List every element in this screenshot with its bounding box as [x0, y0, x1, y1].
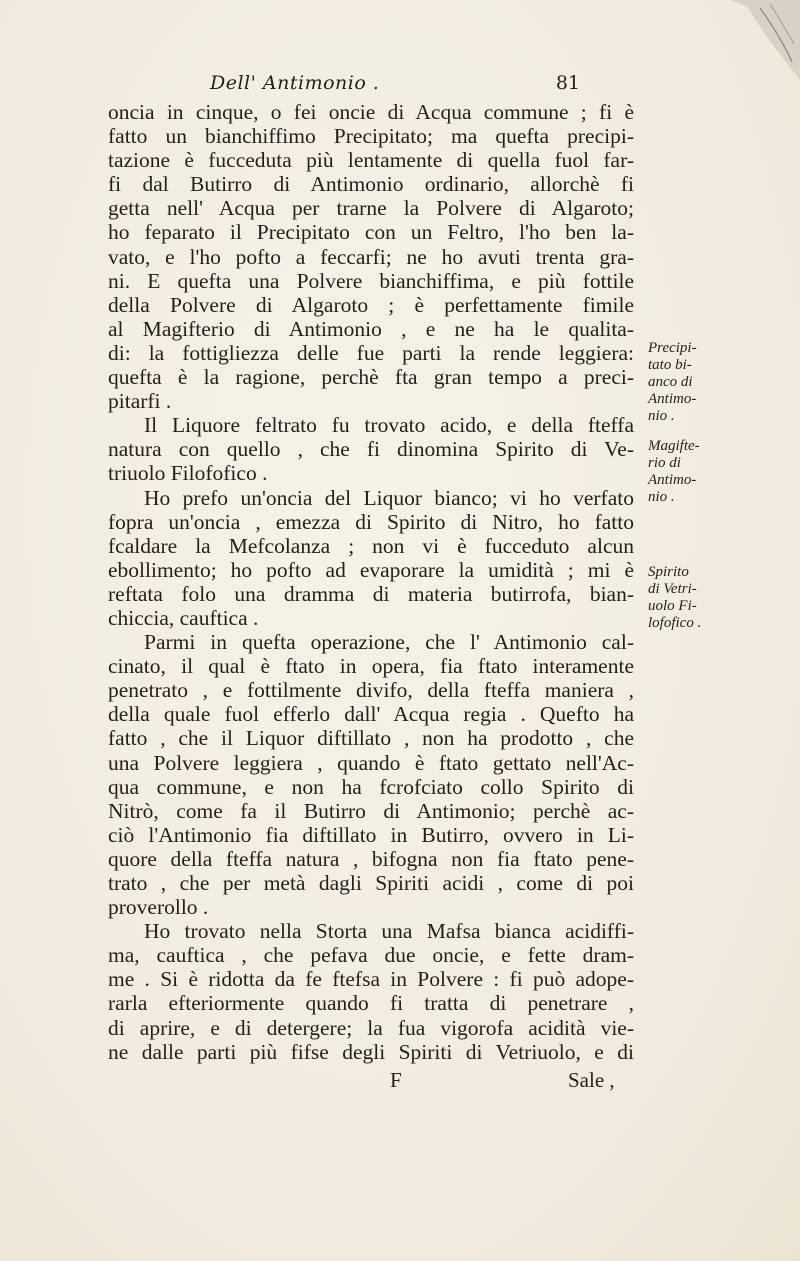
text-line: al Magifterio di Antimonio , e ne ha le qualita- — [108, 316, 634, 341]
text-line: di: la fottigliezza delle fue parti la rende leggiera: — [108, 340, 634, 365]
text-line: della quale fuol efferlo dall' Acqua regia . Quefto ha — [108, 702, 634, 727]
margin-note-line: Precipi- — [648, 340, 697, 356]
text-line: ne dalle parti più fifse degli Spiriti di Vetriuolo, e di — [108, 1039, 634, 1064]
text-line: natura con quello , che fi dinomina Spirito di Ve- — [108, 437, 634, 462]
main-text-block — [108, 100, 634, 1064]
text-line: rarla efteriormente quando fi tratta di penetrare , — [108, 991, 634, 1016]
text-line: pitarfi . — [108, 389, 172, 414]
text-line: cinato, il qual è ftato in opera, fia ftato interamente — [108, 654, 634, 679]
text-line: ho feparato il Precipitato con un Feltro, l'ho ben la- — [108, 220, 634, 245]
text-line: Ho trovato nella Storta una Mafsa bianca acidiffi- — [144, 919, 634, 944]
page-corner-stain — [730, 0, 800, 80]
margin-note-line: Spirito — [648, 564, 689, 580]
text-line: vato, e l'ho pofto a feccarfi; ne ho avuti trenta gra- — [108, 244, 634, 269]
text-line: ma, cauftica , che pefava due oncie, e fette dram- — [108, 943, 634, 968]
text-line: fcaldare la Mefcolanza ; non vi è fucceduto alcun — [108, 533, 634, 558]
running-head — [200, 72, 580, 96]
text-line: fatto , che il Liquor diftillato , non ha prodotto , che — [108, 726, 634, 751]
text-line: ebollimento; ho pofto ad evaporare la umidità ; mi è — [108, 557, 634, 582]
text-line: oncia in cinque, o fei oncie di Acqua commune ; fi è — [108, 100, 634, 124]
catchword: Sale , — [568, 1068, 615, 1092]
text-line: chiccia, cauftica . — [108, 605, 259, 630]
text-line: quefta è la ragione, perchè fta gran tempo a preci- — [108, 365, 634, 390]
text-line: triuolo Filofofico . — [108, 461, 268, 486]
text-line: tazione è fucceduta più lentamente di quella fuol far- — [108, 148, 634, 173]
text-line: Il Liquore feltrato fu trovato acido, e della fteffa — [144, 413, 634, 438]
margin-note-line: tato bi- — [648, 357, 692, 373]
margin-note-line: lofofico . — [648, 615, 702, 631]
page-number: 81 — [555, 72, 580, 94]
text-line: quore della fteffa natura , bifogna non fia ftato pene- — [108, 846, 634, 871]
text-line: fopra un'oncia , emezza di Spirito di Nitro, ho fatto — [108, 509, 634, 534]
text-line: di aprire, e di detergere; la fua vigorofa acidità vie- — [108, 1015, 634, 1040]
text-line: della Polvere di Algaroto ; è perfettamente fimile — [108, 292, 634, 317]
text-line: Nitrò, come fa il Butirro di Antimonio; perchè ac- — [108, 798, 634, 823]
text-line: ni. E quefta una Polvere bianchiffima, e più fottile — [108, 268, 634, 293]
margin-note-line: Antimo- — [648, 391, 697, 407]
margin-note-line: Antimo- — [648, 472, 697, 488]
margin-note-line: di Vetri- — [648, 581, 697, 597]
margin-note-magisterio — [648, 438, 788, 506]
signature-mark: F — [390, 1068, 402, 1092]
text-line: Ho prefo un'oncia del Liquor bianco; vi ho verfato — [144, 485, 634, 510]
text-line: me . Si è ridotta da fe ftefsa in Polvere : fi può adope- — [108, 967, 634, 992]
margin-note-line: Magifte- — [648, 438, 700, 454]
text-line: qua commune, e non ha fcrofciato collo Spirito di — [108, 774, 634, 799]
text-line: fatto un bianchiffimo Precipitato; ma quefta precipi- — [108, 124, 634, 149]
text-line: penetrato , e fottilmente divifo, della fteffa maniera , — [108, 678, 634, 703]
margin-note-line: nio . — [648, 489, 675, 505]
margin-note-line: rio di — [648, 455, 681, 471]
text-line: fi dal Butirro di Antimonio ordinario, allorchè fi — [108, 172, 634, 197]
margin-note-line: anco di — [648, 374, 693, 390]
text-line: una Polvere leggiera , quando è ftato gettato nell'Ac- — [108, 750, 634, 775]
text-line: ciò l'Antimonio fia diftillato in Butirro, ovvero in Li- — [108, 822, 634, 847]
text-line: proverollo . — [108, 895, 209, 920]
running-title: Dell' Antimonio . — [210, 72, 380, 94]
margin-note-spirito — [648, 564, 788, 632]
text-line: getta nell' Acqua per trarne la Polvere di Algaroto; — [108, 196, 634, 221]
text-line: reftata folo una dramma di materia butirrofa, bian- — [108, 581, 634, 606]
margin-note-precipitato — [648, 340, 788, 425]
text-line: Parmi in quefta operazione, che l' Antimonio cal- — [144, 630, 634, 655]
margin-note-line: nio . — [648, 408, 675, 424]
margin-note-line: uolo Fi- — [648, 598, 697, 614]
text-line: trato , che per metà dagli Spiriti acidi , come di poi — [108, 871, 634, 895]
